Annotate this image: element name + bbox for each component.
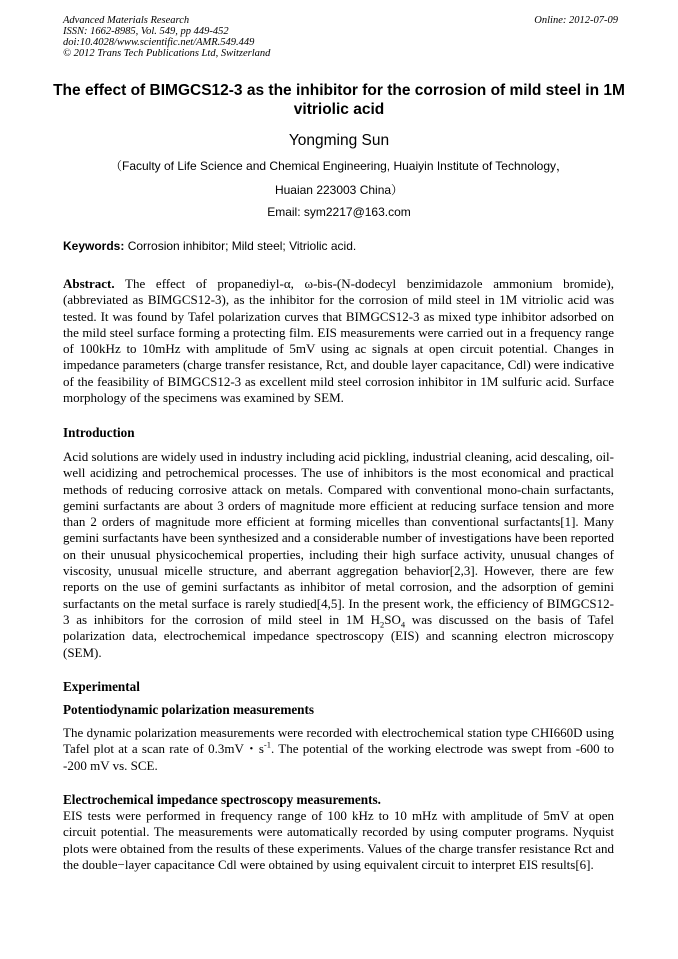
introduction-text-2: was discussed on the basis of Tafel polarization data, electrochemical impedance spectroscopy (EIS) and scanning electron microscopy (SEM). — [63, 611, 614, 660]
paper-title: The effect of BIMGCS12-3 as the inhibitor for the corrosion of mild steel in 1M vitriolic acid — [53, 82, 625, 118]
journal-name: Advanced Materials Research — [63, 15, 190, 26]
introduction-text-1: Acid solutions are widely used in industry including acid pickling, industrial cleaning, acid descaling, oil-well acidizing and petrochemical processes. The use of inhibitors is the most economical and practical methods of reducing corrosive attack on metals. Compared with conventional mono-chain surfactants, gemini surfactants are about 3 orders of magnitude more efficient at reducing surface tension and more than 2 orders of magnitude more efficient at forming micelles than conventional surfactants[1]. Many gemini surfactants have been synthesized and a considerable number of investigations have been reported on their unusual physicochemical properties, including their high surface activity, unusual changes of viscosity, unusual micelle structure, and aberrant aggregation behavior[2,3]. However, there are few reports on the use of gemini surfactants as inhibitor of metal corrosion, and the adsorption of gemini surfactants on the metal surface is rarely studied[4,5]. In the present work, the efficiency of BIMGCS12-3 as inhibitors for the corrosion of mild steel in 1M — [63, 449, 614, 627]
abstract — [63, 276, 614, 406]
abstract-text: The effect of propanediyl-α, ω-bis-(N-dodecyl benzimidazole ammonium bromide), (abbreviated as BIMGCS12-3), as the inhibitor for the corrosion of mild steel in 1M vitriolic acid was tested. It was found by Tafel polarization curves that BIMGCS12-3 as mixed type inhibitor adsorbed on the mild steel surface forming a protecting film. EIS measurements were carried out in a frequency range of 100kHz to 10mHz with amplitude of 5mV using ac signals at open circuit potential. Changes in impedance parameters (charge transfer resistance, Rct, and double layer capacitance, Cdl) were indicative of the feasibility of BIMGCS12-3 as excellent mild steel corrosion inhibitor in 1M sulfuric acid. Surface morphology of the specimens was examined by SEM. — [63, 276, 614, 406]
potentiodynamic-body — [63, 725, 614, 774]
introduction-heading: Introduction — [63, 425, 135, 440]
introduction-body — [63, 449, 614, 661]
copyright-line: © 2012 Trans Tech Publications Ltd, Switzerland — [63, 48, 271, 59]
formula-so: SO — [384, 611, 401, 627]
eis-body: EIS tests were performed in frequency range of 100 kHz to 10 mHz with amplitude of 5mV at open circuit potential. The measurements were automatically recorded by using computer programs. Nyquist plots were obtained from the results of these experiments. Values of the charge transfer resistance Rct and the double−layer capacitance Cdl were obtained by using equivalent circuit to interpret EIS results[6]. — [63, 808, 614, 872]
potentiodynamic-text-1: The dynamic polarization measurements were recorded with electrochemical station type CHI660D using Tafel plot at a scan rate of 0.3mV・s — [63, 725, 614, 757]
keywords-label: Keywords: — [63, 239, 125, 253]
eis-heading: Electrochemical impedance spectroscopy measurements. — [63, 792, 381, 807]
formula-h-subscript: 2 — [379, 619, 385, 630]
author-email: Email: sym2217@163.com — [267, 205, 411, 219]
keywords-text: Corrosion inhibitor; Mild steel; Vitriolic acid. — [124, 239, 357, 253]
unit-superscript: -1 — [263, 739, 272, 750]
experimental-heading: Experimental — [63, 679, 140, 694]
affiliation-line-2: Huaian 223003 China） — [274, 183, 404, 197]
potentiodynamic-heading: Potentiodynamic polarization measurements — [63, 702, 315, 717]
doi-line: doi:10.4028/www.scientific.net/AMR.549.449 — [63, 37, 255, 48]
issn-line: ISSN: 1662-8985, Vol. 549, pp 449-452 — [63, 26, 229, 37]
author-name: Yongming Sun — [288, 132, 390, 149]
journal-header — [63, 15, 618, 59]
potentiodynamic-text-2: . The potential of the working electrode was swept from -600 to -200 mV vs. SCE. — [63, 741, 614, 773]
affiliation-line-1: （Faculty of Life Science and Chemical Engineering, Huaiyin Institute of Technology， — [109, 159, 569, 173]
online-date: Online: 2012-07-09 — [534, 15, 618, 26]
abstract-label: Abstract. — [63, 276, 115, 291]
keywords — [63, 239, 356, 253]
formula-so-subscript: 4 — [400, 619, 406, 630]
formula-h: H — [370, 611, 380, 627]
